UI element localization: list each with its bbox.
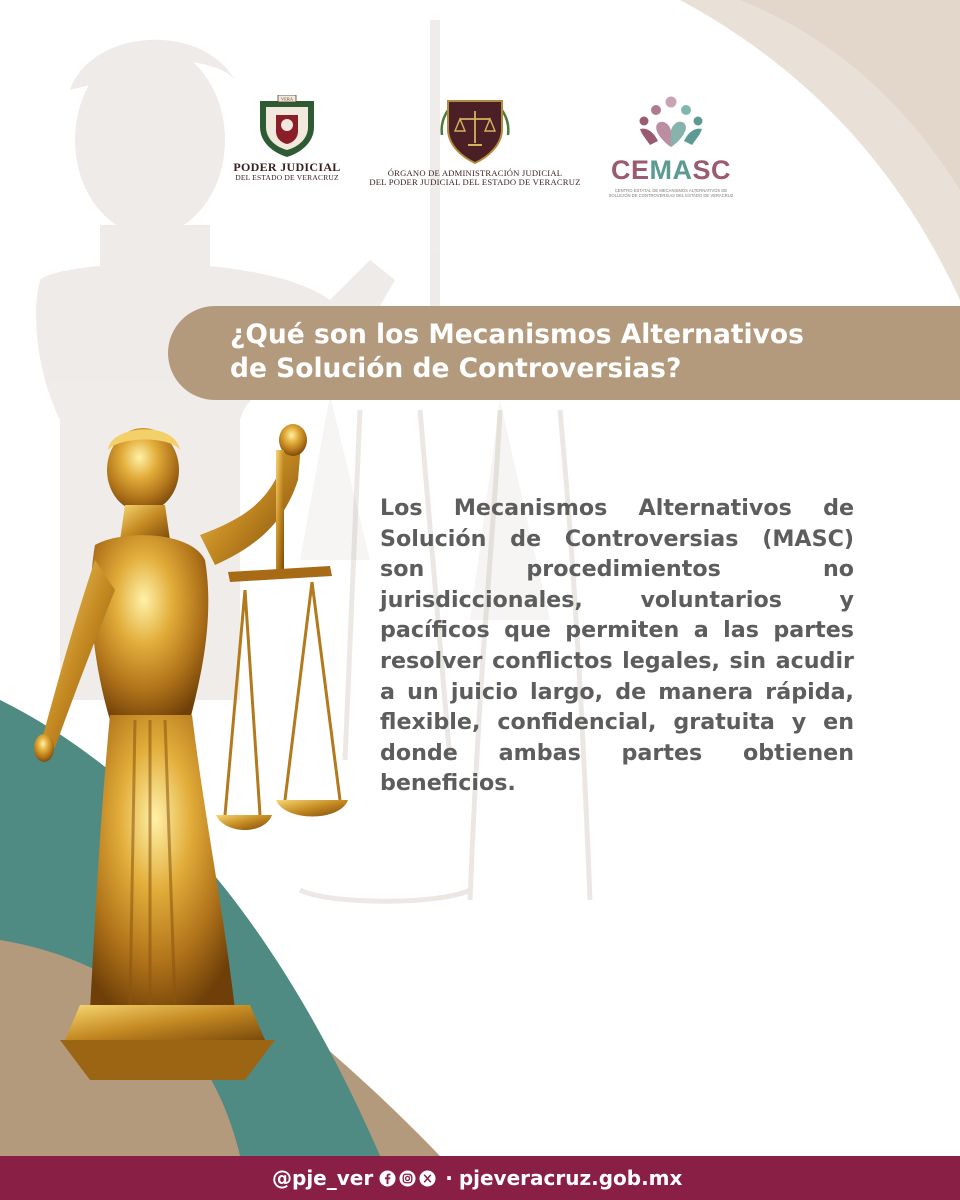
social-icons (379, 1170, 439, 1187)
cemasc-word-part2: MA (649, 155, 693, 185)
poder-judicial-line1: PODER JUDICIAL (233, 160, 341, 174)
facebook-icon[interactable] (379, 1170, 396, 1187)
organo-line2: DEL PODER JUDICIAL DEL ESTADO DE VERACRUZ (369, 177, 581, 188)
poder-judicial-logo (222, 95, 352, 181)
footer-content (272, 1165, 682, 1191)
cemasc-subtitle: CENTRO ESTATAL DE MECANISMOS ALTERNATIVOS DE SOLUCIÓN DE CONTROVERSIAS DEL ESTADO DE VERACRUZ (608, 188, 734, 199)
title-line1: ¿Qué son los Mecanismos Alternativos (230, 319, 804, 350)
scales-shield-icon (430, 95, 520, 165)
cemasc-word-part3: SC (692, 155, 732, 185)
organo-line1: ÓRGANO DE ADMINISTRACIÓN JUDICIAL (387, 168, 563, 178)
page-title (230, 318, 930, 386)
definition-paragraph: Los Mecanismos Alternativos de Solución de Controversias (MASC) son procedimientos no jurisdiccionales, voluntarios y pacíficos que permiten a las partes resolver conflictos legales, sin acudir a un juicio largo, de manera rápida, flexible, confidencial, gratuita y en donde ambas partes obtienen beneficios. (380, 495, 854, 797)
poder-judicial-line2: DEL ESTADO DE VERACRUZ (235, 172, 339, 182)
title-line2: de Solución de Controversias? (230, 353, 682, 384)
footer-bar (0, 1156, 960, 1200)
instagram-icon[interactable] (399, 1170, 416, 1187)
logo-bar (0, 95, 960, 205)
crest-text: VERA (280, 96, 294, 102)
x-icon[interactable] (419, 1170, 436, 1187)
organo-administracion-logo (360, 95, 590, 187)
veracruz-crest-icon (256, 95, 318, 159)
people-hearts-icon (634, 95, 708, 153)
cemasc-word-part1: CE (610, 155, 650, 185)
cemasc-logo (606, 95, 736, 199)
website-link[interactable]: pjeveracruz.gob.mx (458, 1166, 683, 1190)
cemasc-wordmark (606, 157, 736, 184)
footer-separator: · (445, 1166, 453, 1190)
social-handle[interactable]: @pje_ver (272, 1166, 374, 1190)
